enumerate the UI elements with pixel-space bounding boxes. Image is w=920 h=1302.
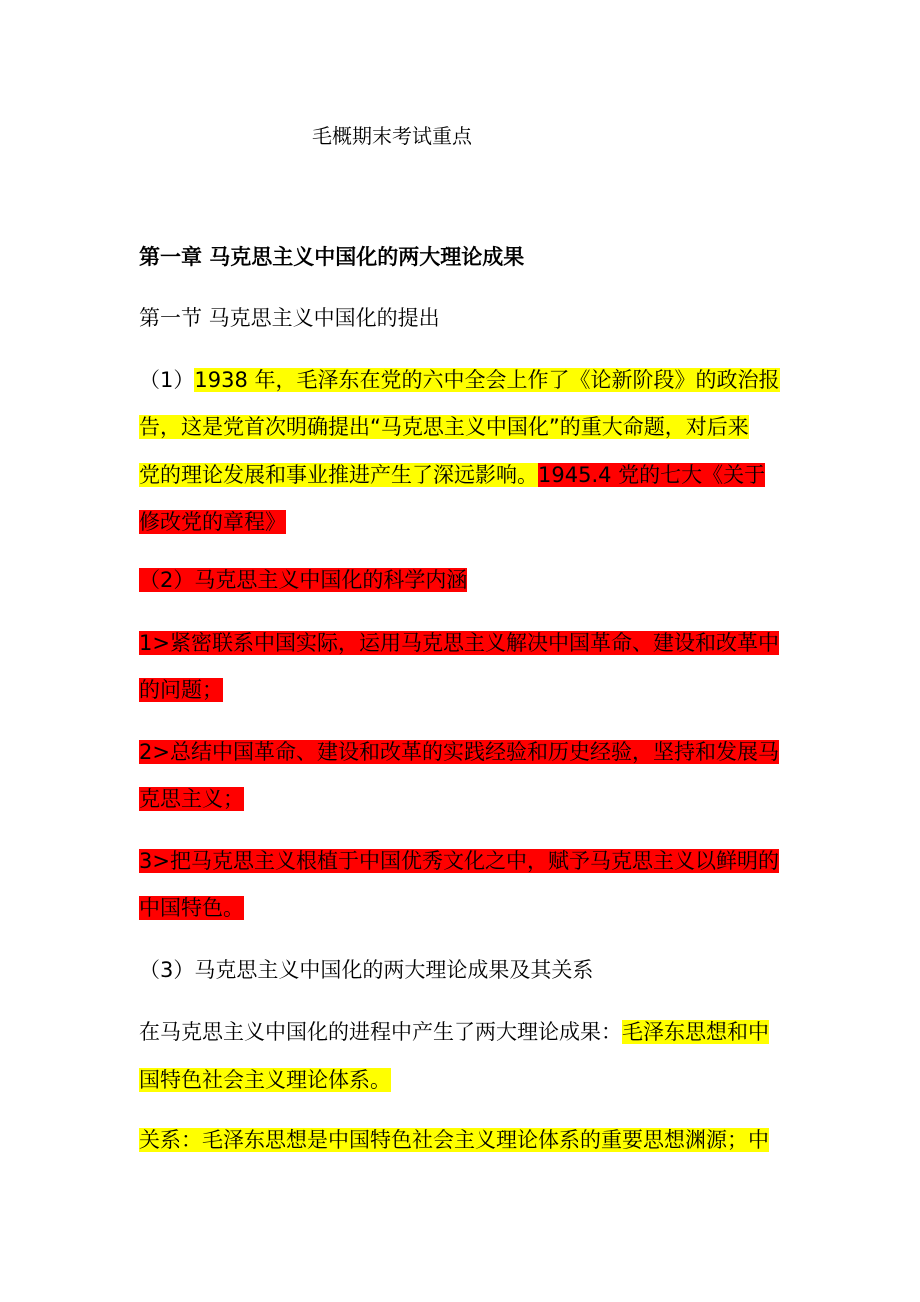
point1-line4 <box>139 505 286 539</box>
point1-line3 <box>139 458 765 492</box>
point2-heading-text: （2）马克思主义中国化的科学内涵 <box>139 568 468 592</box>
point1-highlight-text: 1938 年，毛泽东在党的六中全会上作了《论新阶段》的政治报 <box>194 368 780 392</box>
point1-line2 <box>139 410 749 444</box>
relation-text: 关系：毛泽东思想是中国特色社会主义理论体系的重要思想渊源；中 <box>139 1128 769 1152</box>
list-item-text: 的问题； <box>139 678 223 702</box>
point2-item3-line2 <box>139 891 244 925</box>
section-heading: 第一节 马克思主义中国化的提出 <box>139 306 440 330</box>
list-item-text: 中国特色。 <box>139 896 244 920</box>
point1-red-text: 1945.4 党的七大《关于 <box>538 463 766 487</box>
point2-item2-line1 <box>139 735 779 769</box>
point1-red-text: 修改党的章程》 <box>139 510 286 534</box>
point3-para-line2 <box>139 1063 391 1097</box>
point1-prefix: （1） <box>139 368 195 392</box>
point3-para-line1 <box>139 1015 769 1049</box>
point3-relation <box>139 1123 769 1157</box>
list-item-text: 2>总结中国革命、建设和改革的实践经验和历史经验，坚持和发展马 <box>139 740 779 764</box>
point1-highlight-text: 告，这是党首次明确提出“马克思主义中国化”的重大命题，对后来 <box>139 415 749 439</box>
point2-item1-line1 <box>139 626 779 660</box>
point3-heading: （3）马克思主义中国化的两大理论成果及其关系 <box>139 958 594 982</box>
list-item-text: 克思主义； <box>139 787 244 811</box>
point2-item2-line2 <box>139 782 244 816</box>
document-title: 毛概期末考试重点 <box>312 124 472 148</box>
point2-item1-line2 <box>139 673 223 707</box>
list-item-text: 1>紧密联系中国实际，运用马克思主义解决中国革命、建设和改革中 <box>139 631 779 655</box>
point1-yellow-text: 党的理论发展和事业推进产生了深远影响。 <box>139 463 538 487</box>
chapter-heading: 第一章 马克思主义中国化的两大理论成果 <box>139 245 525 269</box>
point3-yellow-text: 毛泽东思想和中 <box>622 1020 769 1044</box>
point1-line1 <box>139 363 780 397</box>
point3-yellow-text: 国特色社会主义理论体系。 <box>139 1068 391 1092</box>
point2-item3-line1 <box>139 844 779 878</box>
list-item-text: 3>把马克思主义根植于中国优秀文化之中，赋予马克思主义以鲜明的 <box>139 849 779 873</box>
point3-plain-text: 在马克思主义中国化的进程中产生了两大理论成果： <box>139 1020 622 1044</box>
point2-heading <box>139 563 467 597</box>
